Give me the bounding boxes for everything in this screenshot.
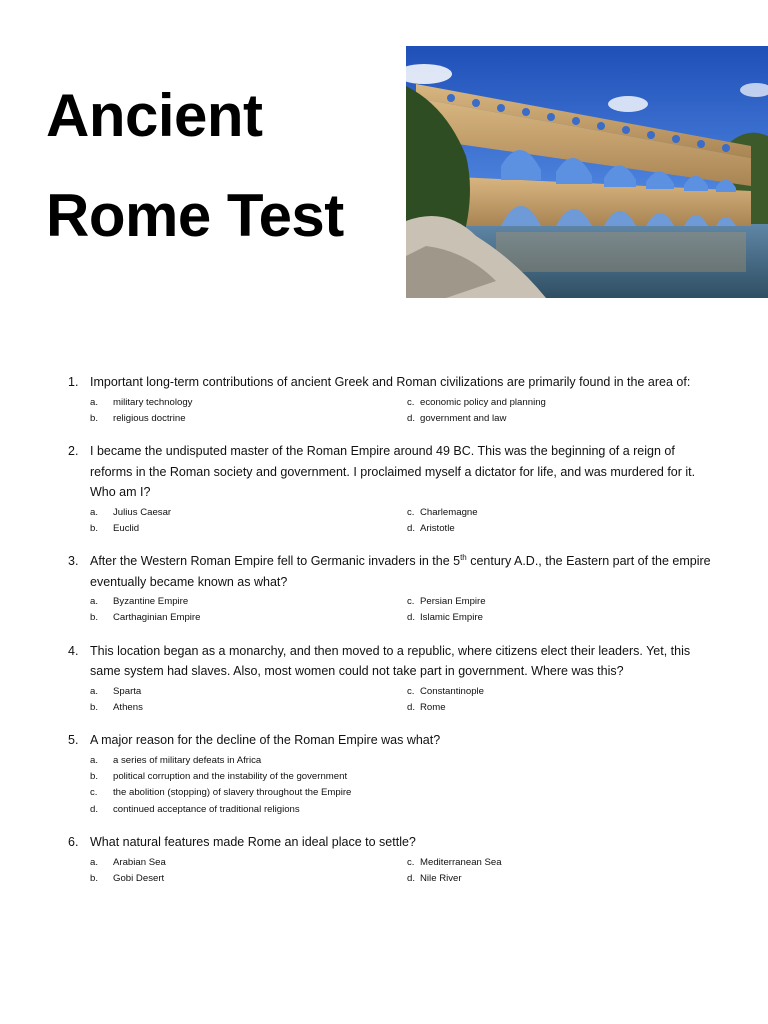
- option-letter: b.: [90, 872, 99, 884]
- question-number: 5.: [68, 733, 79, 748]
- question-3: [0, 551, 768, 627]
- question-5: [0, 730, 768, 818]
- answer-option: [90, 505, 407, 521]
- ordinal-superscript: th: [460, 553, 467, 563]
- question-number: 4.: [68, 643, 79, 658]
- option-letter: c.: [407, 396, 415, 408]
- question-1: [0, 372, 768, 427]
- aqueduct-illustration: [406, 46, 768, 298]
- answer-option: [90, 753, 690, 769]
- answer-option: [407, 594, 707, 610]
- option-text: political corruption and the instability of the government: [113, 771, 348, 783]
- option-text: Sparta: [113, 685, 142, 697]
- answer-option: [407, 395, 707, 411]
- option-text: economic policy and planning: [420, 396, 546, 408]
- option-letter: c.: [407, 506, 415, 518]
- answer-option: [90, 594, 407, 610]
- option-text: Aristotle: [420, 522, 455, 534]
- question-4: [0, 641, 768, 717]
- question-list: [0, 372, 768, 901]
- answer-options: [90, 684, 768, 717]
- question-text-part: century A.D., the Eastern part of the empire eventually became known as what?: [90, 554, 711, 589]
- option-text: Arabian Sea: [113, 856, 166, 868]
- answer-option: [407, 521, 707, 537]
- question-2: [0, 441, 768, 537]
- question-text: This location began as a monarchy, and then moved to a republic, where citizens elect their leaders. Yet, this same system had slaves. Also, most women could not take part in government. Where was this?: [90, 643, 691, 679]
- answer-option: [90, 871, 407, 887]
- answer-options: [90, 753, 768, 818]
- option-text: continued acceptance of traditional religions: [113, 803, 300, 815]
- option-text: Mediterranean Sea: [420, 856, 502, 868]
- question-number: 1.: [68, 375, 79, 389]
- option-text: Nile River: [420, 872, 462, 884]
- option-text: Byzantine Empire: [113, 596, 189, 608]
- option-letter: c.: [90, 787, 98, 799]
- option-letter: b.: [90, 612, 99, 624]
- option-letter: d.: [407, 872, 416, 884]
- option-letter: b.: [90, 771, 99, 783]
- option-text: Charlemagne: [420, 506, 478, 518]
- option-letter: d.: [90, 803, 99, 815]
- option-letter: a.: [90, 396, 99, 408]
- question-number: 6.: [68, 835, 79, 850]
- answer-option: [407, 505, 707, 521]
- answer-option: [90, 395, 407, 411]
- option-letter: a.: [90, 685, 99, 697]
- answer-option: [90, 411, 407, 427]
- aqueduct-photo: [406, 46, 768, 298]
- question-text-part: After the Western Roman Empire fell to Germanic invaders in the 5: [90, 554, 461, 569]
- question-text: [90, 551, 720, 592]
- option-text: Julius Caesar: [113, 506, 172, 518]
- answer-option: [90, 684, 407, 700]
- question-text: Important long-term contributions of ancient Greek and Roman civilizations are primarily found in the area of:: [90, 375, 691, 389]
- question-text: A major reason for the decline of the Roman Empire was what?: [90, 733, 441, 748]
- answer-option: [407, 684, 707, 700]
- answer-option: [90, 769, 690, 785]
- title-line-2: Rome Test: [46, 182, 344, 249]
- option-text: religious doctrine: [113, 412, 186, 424]
- option-text: Constantinople: [420, 685, 485, 697]
- question-6: [0, 832, 768, 887]
- option-letter: d.: [407, 702, 416, 714]
- option-letter: b.: [90, 522, 99, 534]
- option-text: a series of military defeats in Africa: [113, 754, 262, 766]
- option-letter: c.: [407, 856, 415, 868]
- question-text: What natural features made Rome an ideal place to settle?: [90, 835, 416, 850]
- option-text: Euclid: [113, 522, 140, 534]
- option-letter: a.: [90, 596, 99, 608]
- title-line-1: Ancient: [46, 82, 263, 149]
- answer-option: [90, 610, 407, 626]
- option-text: Persian Empire: [420, 596, 486, 608]
- question-number: 2.: [68, 444, 79, 459]
- answer-option: [407, 871, 707, 887]
- answer-options: [90, 855, 768, 888]
- option-letter: a.: [90, 856, 99, 868]
- question-text: I became the undisputed master of the Roman Empire around 49 BC. This was the beginning of a reign of reforms in the Roman society and government. I proclaimed myself a dictator for life, and was murdered for it. Who am I?: [90, 444, 696, 500]
- answer-options: [90, 395, 768, 428]
- question-number: 3.: [68, 554, 79, 569]
- answer-option: [90, 521, 407, 537]
- option-text: Rome: [420, 702, 446, 714]
- page-title: [46, 66, 344, 266]
- option-letter: b.: [90, 702, 99, 714]
- answer-option: [90, 802, 690, 818]
- answer-option: [407, 855, 707, 871]
- option-text: Islamic Empire: [420, 612, 483, 624]
- option-letter: a.: [90, 506, 99, 518]
- answer-option: [407, 610, 707, 626]
- answer-option: [407, 411, 707, 427]
- answer-options: [90, 594, 768, 627]
- answer-option: [90, 700, 407, 716]
- option-letter: d.: [407, 522, 416, 534]
- option-letter: c.: [407, 596, 415, 608]
- option-text: Carthaginian Empire: [113, 612, 201, 624]
- answer-options: [90, 505, 768, 538]
- answer-option: [90, 855, 407, 871]
- option-text: Athens: [113, 702, 143, 714]
- option-text: the abolition (stopping) of slavery throughout the Empire: [113, 787, 352, 799]
- option-letter: c.: [407, 685, 415, 697]
- option-letter: b.: [90, 412, 99, 424]
- option-letter: d.: [407, 412, 416, 424]
- answer-option: [90, 785, 690, 801]
- option-text: government and law: [420, 412, 507, 424]
- option-text: military technology: [113, 396, 193, 408]
- option-text: Gobi Desert: [113, 872, 165, 884]
- answer-option: [407, 700, 707, 716]
- option-letter: d.: [407, 612, 416, 624]
- option-letter: a.: [90, 754, 99, 766]
